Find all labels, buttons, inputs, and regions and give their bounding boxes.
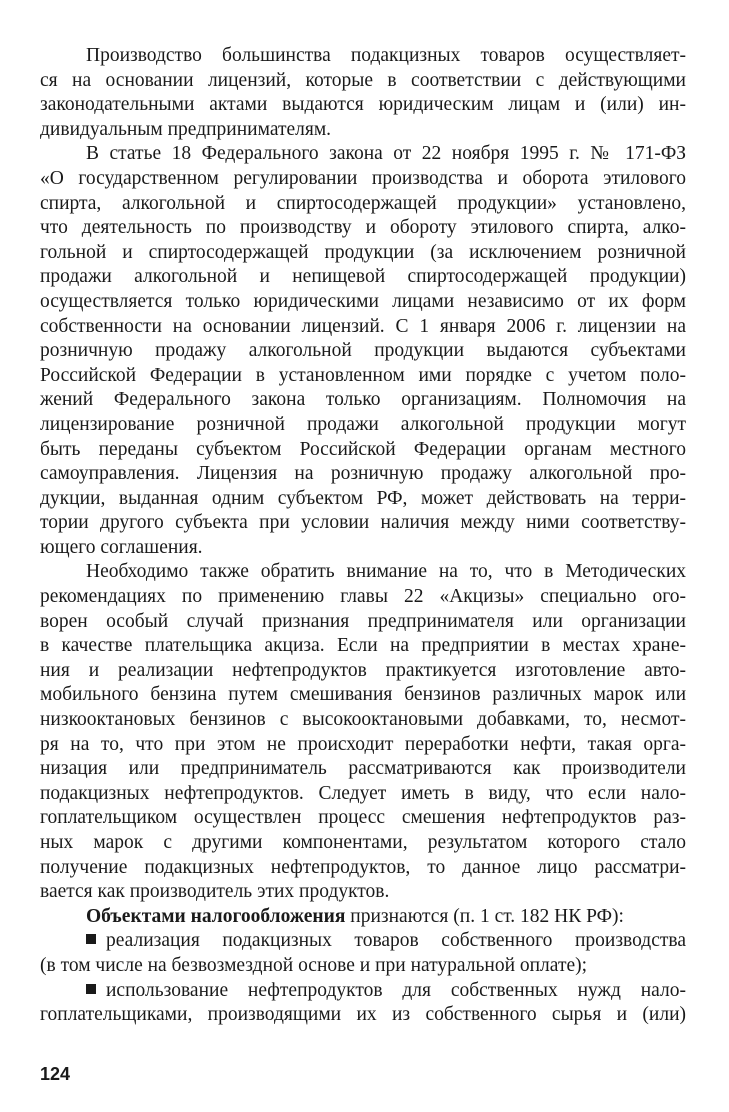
text-line: тории другого субъекта при условии наличия между ними соответству-: [40, 512, 686, 534]
text-line: Производство большинства подакцизных товаров осуществляет-: [86, 45, 686, 66]
text-line: дукции, выданная одним субъектом РФ, может действовать на терри-: [40, 487, 686, 509]
text-line: низкооктановых бензинов с высокооктановыми добавками, то, несмот-: [40, 709, 686, 731]
text-line: самоуправления. Лицензия на розничную продажу алкогольной про-: [40, 463, 686, 485]
text-line: в качестве плательщика акциза. Если на предприятии в местах хране-: [40, 635, 686, 657]
text-line: вается как производитель этих продуктов.: [40, 881, 390, 903]
text-line: что деятельность по производству и обороту этилового спирта, алко-: [40, 217, 686, 239]
text-line: Российской Федерации в установленном ими порядке с учетом поло-: [40, 364, 686, 386]
text-line: ющего соглашения.: [40, 536, 203, 558]
paragraph-methodical-recommendations: [40, 560, 686, 904]
text-line: жений Федерального закона только организациям. Полномочия на: [40, 389, 686, 411]
taxation-objects-heading: Объектами налогообложения: [86, 905, 346, 927]
text-line: продажи алкогольной и непищевой спиртосодержащей продукции): [40, 266, 686, 288]
text-line: спирта, алкогольной и спиртосодержащей продукции» установлено,: [40, 192, 686, 214]
bullet-item-own-use: [40, 979, 686, 1028]
text-line: быть переданы субъектом Российской Федерации органам местного: [40, 438, 686, 460]
square-bullet-icon: [86, 984, 96, 994]
text-line: (в том числе на безвозмездной основе и при натуральной оплате);: [40, 954, 588, 976]
bullet-text: реализация подакцизных товаров собственного производства: [106, 930, 686, 952]
text-line: низация или предприниматель рассматриваются как производители: [40, 758, 686, 780]
text-line: гоплательщиком осуществлен процесс смешения нефтепродуктов раз-: [40, 807, 686, 829]
text-line: ворен особый случай признания предпринимателя или организации: [40, 610, 686, 632]
text-line: осуществляется только юридическими лицами независимо от их форм: [40, 290, 686, 312]
text-line: лицензирование розничной продажи алкогольной продукции могут: [40, 413, 686, 435]
taxation-objects-heading-rest: признаются (п. 1 ст. 182 НК РФ):: [345, 905, 624, 927]
bullet-text: использование нефтепродуктов для собственных нужд нало-: [106, 979, 686, 1001]
text-line: [40, 905, 686, 930]
text-line: [40, 979, 686, 1004]
text-line: ря на то, что при этом не происходит переработки нефти, такая орга-: [40, 733, 686, 755]
square-bullet-icon: [86, 934, 96, 944]
text-line: дивидуальным предпринимателям.: [40, 118, 332, 140]
text-line: гольной и спиртосодержащей продукции (за исключением розничной: [40, 241, 686, 263]
text-line: собственности на основании лицензий. С 1 января 2006 г. лицензии на: [40, 315, 686, 337]
page-number: 124: [40, 1064, 71, 1084]
text-line: Необходимо также обратить внимание на то, что в Методических: [86, 561, 686, 583]
bullet-item-sale: [40, 929, 686, 978]
text-line: розничную продажу алкогольной продукции выдаются субъектами: [40, 340, 686, 362]
text-line: В статье 18 Федерального закона от 22 ноября 1995 г. № 171-ФЗ: [86, 143, 686, 165]
paragraph-federal-law: [40, 142, 686, 560]
text-line: ния и реализации нефтепродуктов практикуется изготовление авто-: [40, 659, 686, 681]
text-line: ся на основании лицензий, которые в соответствии с действующими: [40, 69, 686, 91]
text-line: получение подакцизных нефтепродуктов, то данное лицо рассматри-: [40, 856, 686, 878]
text-line: [40, 929, 686, 954]
text-line: рекомендациях по применению главы 22 «Акцизы» специально ого-: [40, 586, 686, 608]
text-line: мобильного бензина путем смешивания бензинов различных марок или: [40, 684, 686, 706]
text-line: ных марок с другими компонентами, результатом которого стало: [40, 832, 686, 853]
text-line: подакцизных нефтепродуктов. Следует иметь в виду, что если нало-: [40, 782, 686, 804]
text-line: законодательными актами выдаются юридическим лицам и (или) ин-: [40, 94, 686, 116]
text-line: гоплательщиками, производящими их из собственного сырья и (или): [40, 1004, 686, 1026]
paragraph-taxation-objects: [40, 905, 686, 930]
paragraph-licensing: [40, 44, 686, 142]
text-line: «О государственном регулировании производства и оборота этилового: [40, 167, 686, 189]
body-text: [40, 44, 686, 1028]
